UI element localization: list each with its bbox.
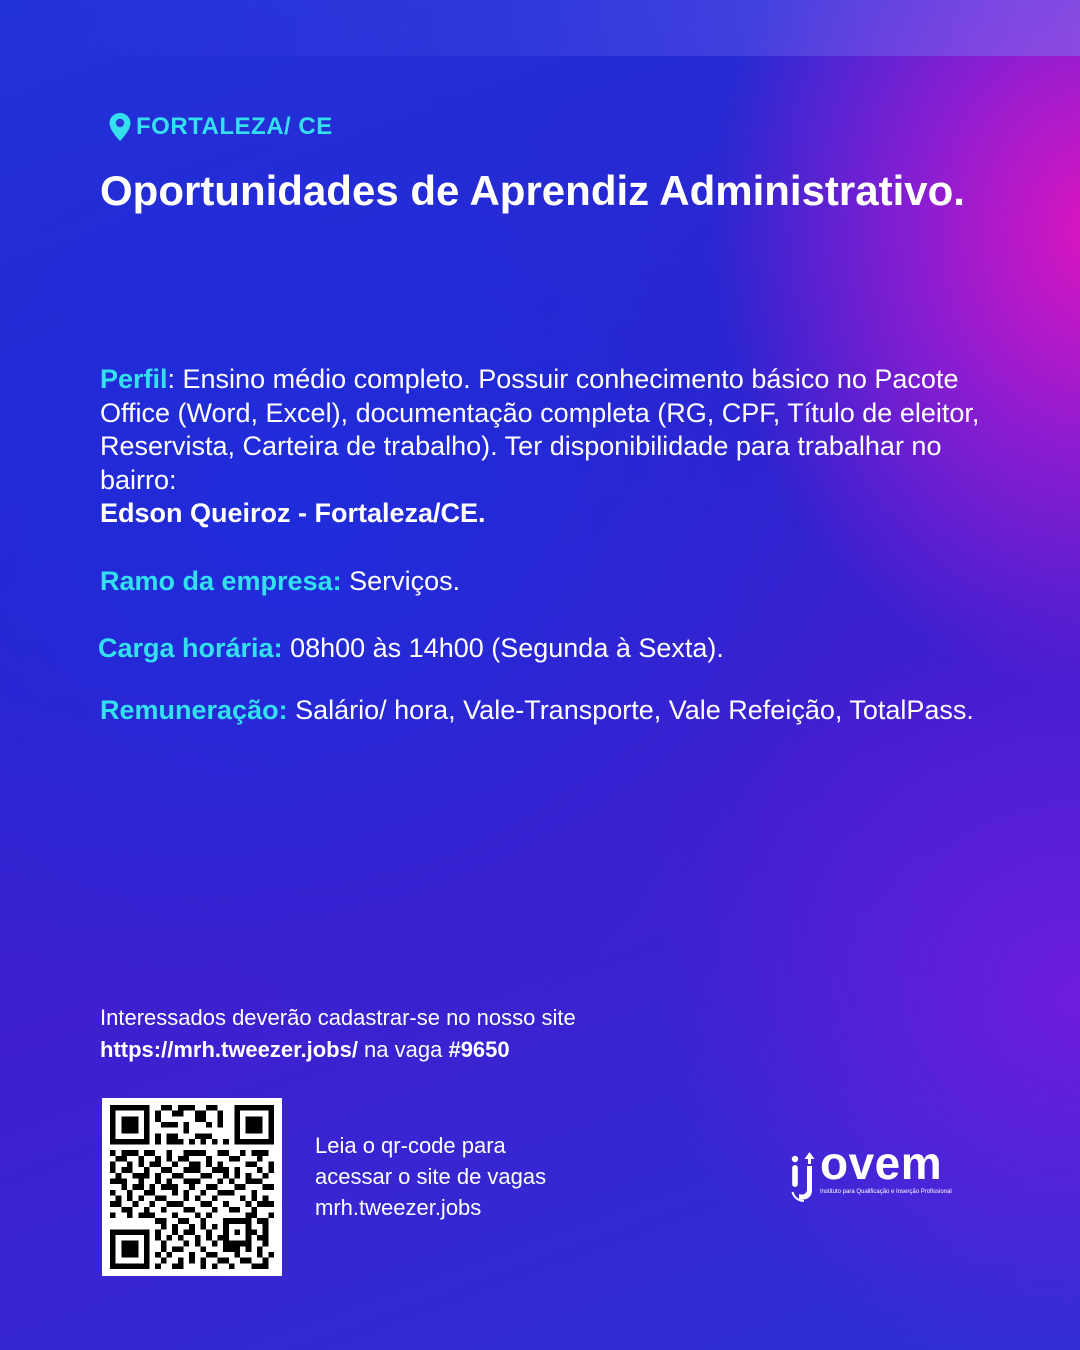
sector-label: Ramo da empresa: bbox=[100, 566, 342, 596]
pay-value: Salário/ hora, Vale-Transporte, Vale Refeição, TotalPass. bbox=[287, 695, 974, 725]
logo-wordmark: ovem bbox=[820, 1137, 943, 1189]
job-code: #9650 bbox=[448, 1037, 510, 1062]
location-tag bbox=[108, 112, 333, 142]
hours-section bbox=[98, 632, 978, 666]
pay-section bbox=[100, 694, 980, 728]
hours-label: Carga horária: bbox=[98, 633, 283, 663]
job-prefix: na vaga bbox=[357, 1037, 449, 1062]
apply-line: Interessados deverão cadastrar-se no nosso site bbox=[100, 1005, 576, 1030]
apply-link-line bbox=[100, 1034, 800, 1066]
apply-instructions bbox=[100, 1002, 800, 1066]
page-title: Oportunidades de Aprendiz Administrativo. bbox=[100, 167, 965, 214]
site-link[interactable]: https://mrh.tweezer.jobs/ bbox=[100, 1037, 358, 1062]
hours-value: 08h00 às 14h00 (Segunda à Sexta). bbox=[282, 633, 724, 663]
ij-mark-icon bbox=[788, 1146, 822, 1204]
qr-line-2: acessar o site de vagas bbox=[315, 1164, 547, 1189]
ijovem-logo bbox=[788, 1137, 988, 1204]
pay-label: Remuneração: bbox=[100, 695, 288, 725]
qr-code-icon bbox=[110, 1105, 274, 1269]
qr-line-3: mrh.tweezer.jobs bbox=[315, 1195, 482, 1220]
profile-text: : Ensino médio completo. Possuir conhecimento básico no Pacote Office (Word, Excel), documentação completa (RG, CPF, Título de eleitor, Reservista, Carteira de trabalho). Ter disponibilidade para trabalhar no bairro: bbox=[100, 364, 980, 495]
location-text: FORTALEZA/ CE bbox=[136, 113, 333, 140]
profile-label: Perfil bbox=[100, 364, 168, 394]
profile-location: Edson Queiroz - Fortaleza/CE. bbox=[100, 498, 486, 528]
qr-instructions bbox=[315, 1130, 635, 1223]
map-pin-icon bbox=[108, 112, 132, 142]
logo-tagline: Instituto para Qualificação e Inserção Profissional bbox=[820, 1189, 952, 1195]
qr-line-1: Leia o qr-code para bbox=[315, 1133, 506, 1158]
qr-code[interactable] bbox=[102, 1098, 282, 1276]
sector-value: Serviços. bbox=[341, 566, 461, 596]
profile-section bbox=[100, 363, 980, 531]
top-gradient-band bbox=[0, 0, 1080, 56]
sector-section bbox=[100, 565, 980, 599]
